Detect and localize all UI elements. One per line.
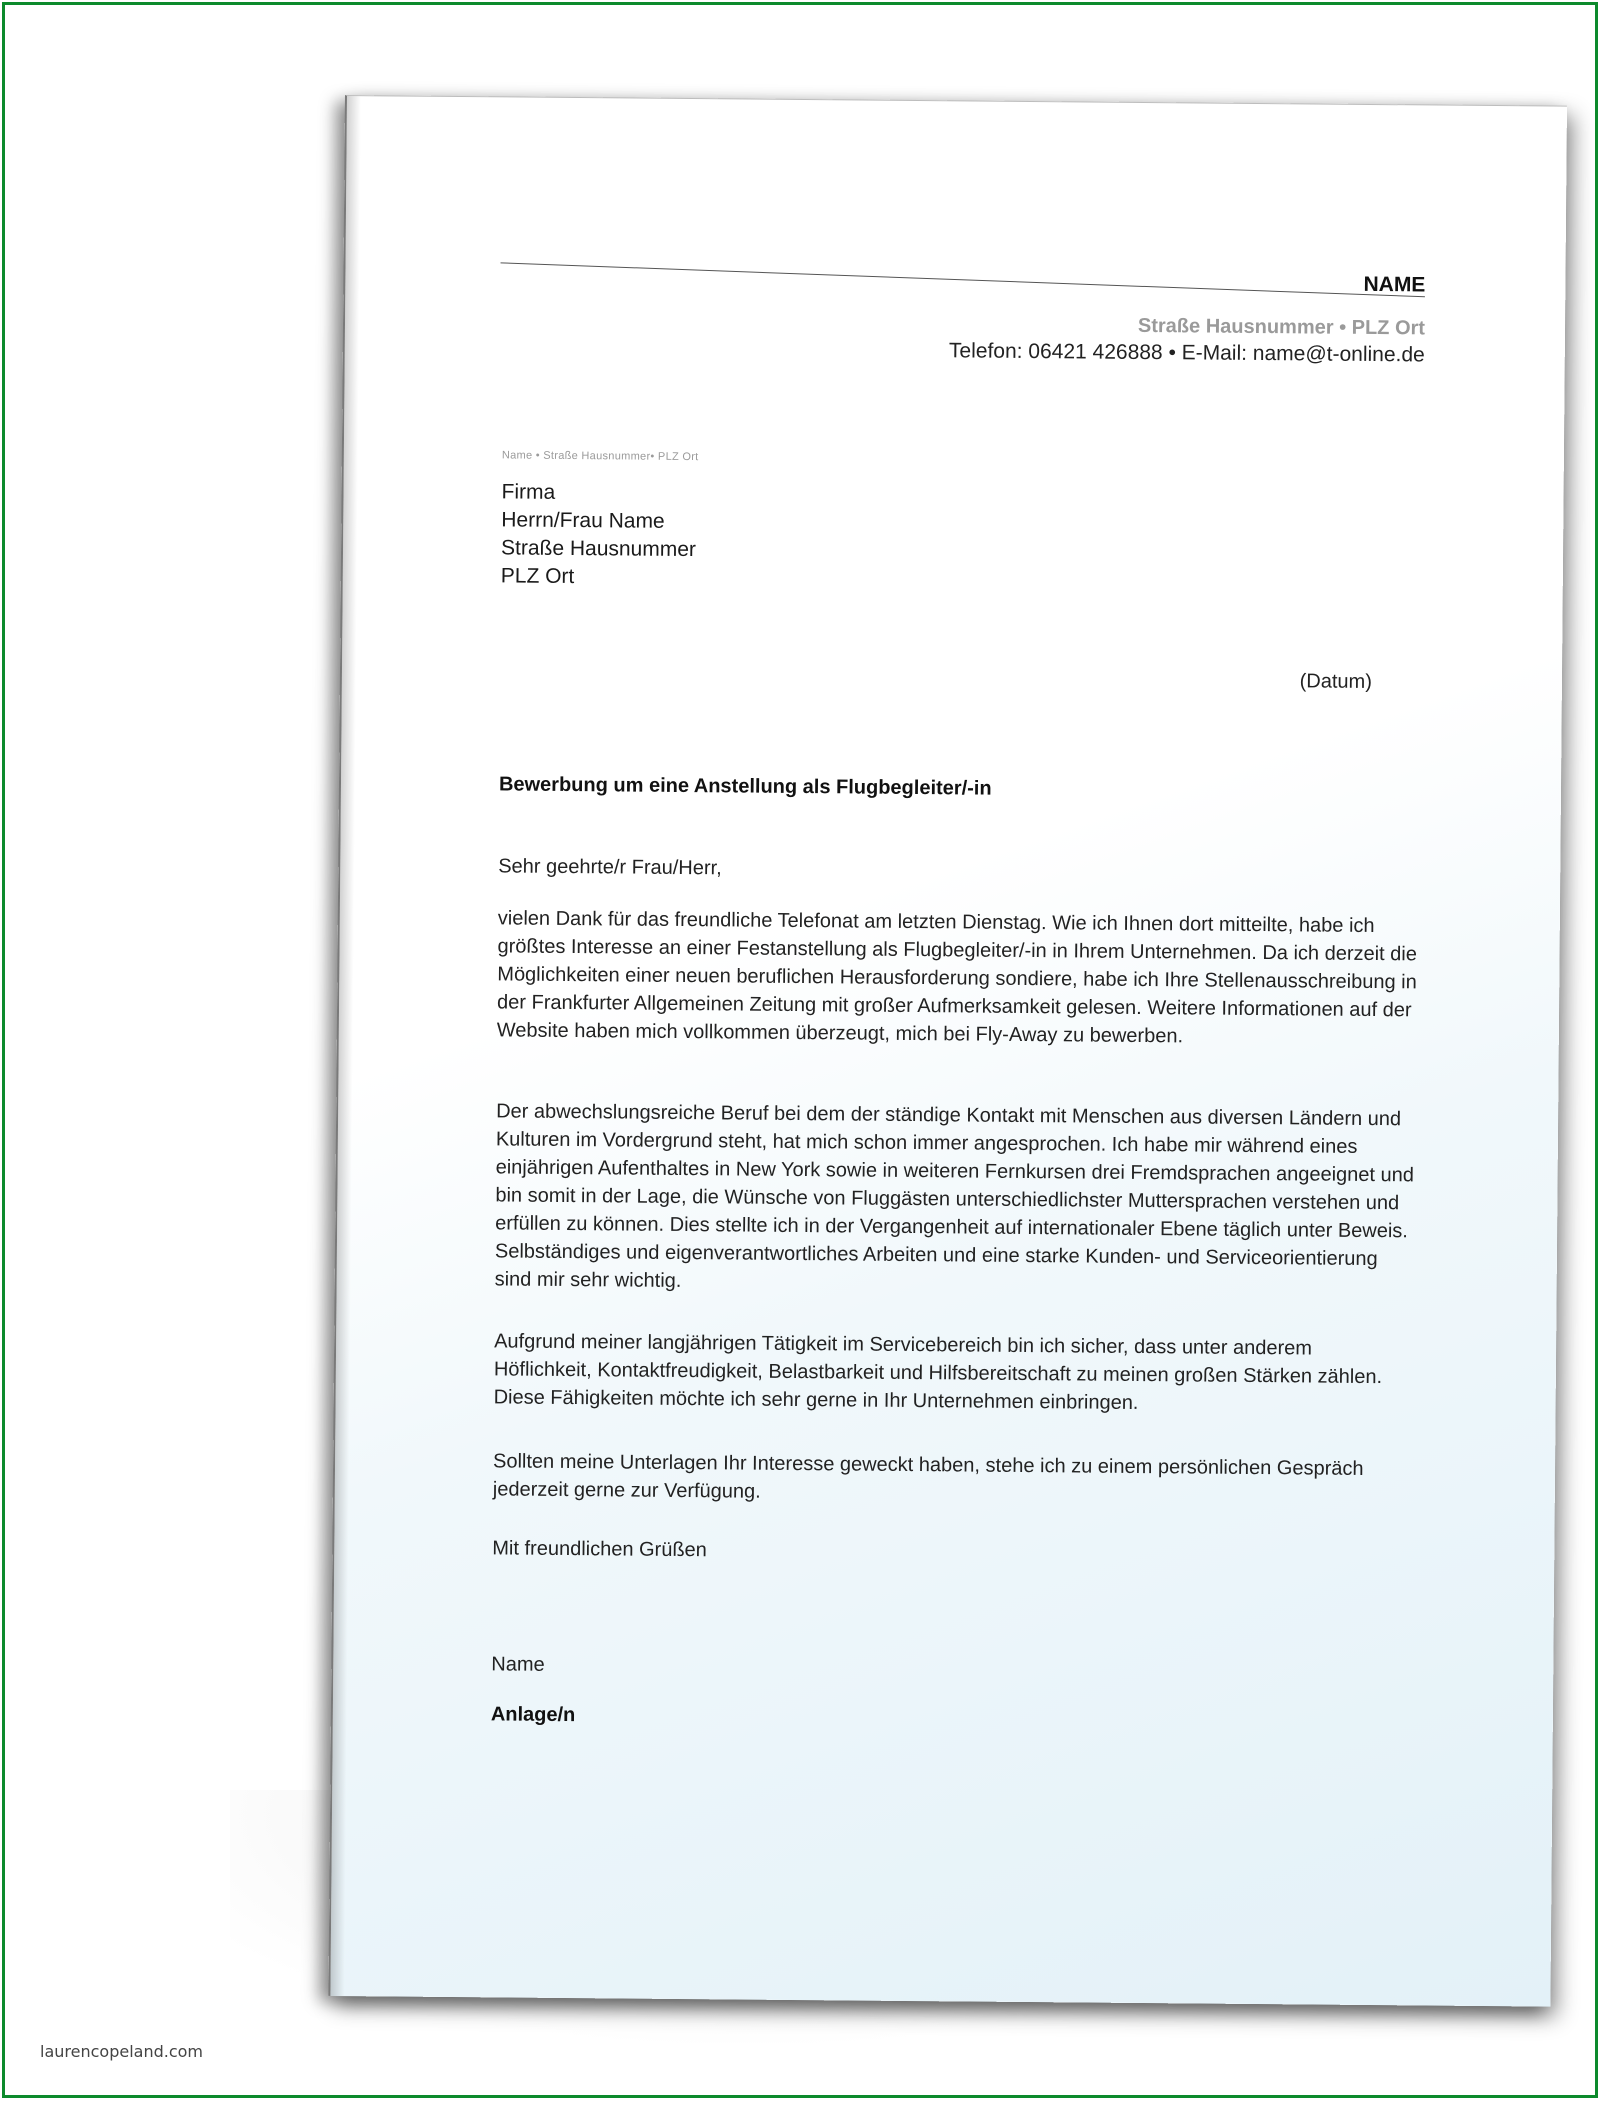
letter-date: (Datum) [1299, 670, 1373, 693]
return-address-line: Name • Straße Hausnummer• PLZ Ort [501, 449, 699, 464]
recipient-person: Herrn/Frau Name [501, 508, 665, 533]
paragraph-2: Der abwechslungsreiche Beruf bei dem der ständige Kontakt mit Menschen aus diversen Ländern und Kulturen im Vordergrund steht, hat mich schon immer angesprochen. Ich habe mir während eines einjährigen Aufenthaltes in New York sowie in weiteren Fernkursen drei Fremdsprachen angeeignet und bin somit in der Lage, die Wünsche von Fluggästen unterschiedlichster Muttersprachen verstehen und erfüllen zu können. Dies stellte ich in der Vergangenheit auf internationaler Ebene täglich unter Beweis. Selbständiges und eigenverantwortliches Arbeiten und eine starke Kunden- und Serviceorientierung sind mir sehr wichtig. [494, 1100, 1415, 1292]
header-rule [501, 262, 1425, 297]
recipient-street: Straße Hausnummer [500, 536, 697, 562]
watermark-text: laurencopeland.com [40, 2042, 203, 2061]
letter-subject: Bewerbung um eine Anstellung als Flugbegleiter/-in [498, 773, 992, 800]
letter-sheet [328, 95, 1567, 2007]
sender-name-heading: NAME [1363, 272, 1426, 297]
paragraph-4: Sollten meine Unterlagen Ihr Interesse geweckt haben, stehe ich zu einem persönlichen Gespräch jederzeit gerne zur Verfügung. [492, 1450, 1364, 1503]
recipient-block [501, 478, 697, 592]
signature-name: Name [491, 1653, 545, 1676]
paragraph-3: Aufgrund meiner langjährigen Tätigkeit im Servicebereich bin ich sicher, dass unter anderem Höflichkeit, Kontaktfreudigkeit, Belastbarkeit und Hilfsbereitschaft zu meinen großen Stärken zählen. Diese Fähigkeiten möchte ich sehr gerne in Ihr Unternehmen einbringen. [493, 1330, 1383, 1414]
closing: Mit freundlichen Grüßen [492, 1537, 707, 1562]
sender-address-heading: Straße Hausnummer • PLZ Ort [1137, 314, 1426, 340]
attachment-label: Anlage/n [490, 1703, 576, 1727]
salutation: Sehr geehrte/r Frau/Herr, [498, 855, 722, 880]
paragraph-1: vielen Dank für das freundliche Telefonat am letzten Dienstag. Wie ich Ihnen dort mitteilte, habe ich größtes Interesse an einer Festanstellung als Flugbegleiter/-in in Ihrem Unternehmen. Da ich derzeit die Möglichkeiten einer neuen beruflichen Herausforderung sondiere, habe ich Ihre Stellenausschreibung in der Frankfurter Allgemeinen Zeitung mit großer Aufmerksamkeit gelesen. Weitere Informationen auf der Website haben mich vollkommen überzeugt, mich bei Fly-Away zu bewerben. [496, 907, 1417, 1048]
sender-contact-heading: Telefon: 06421 426888 • E-Mail: name@t-online.de [948, 339, 1425, 367]
recipient-city: PLZ Ort [500, 564, 575, 589]
recipient-company: Firma [501, 480, 556, 504]
